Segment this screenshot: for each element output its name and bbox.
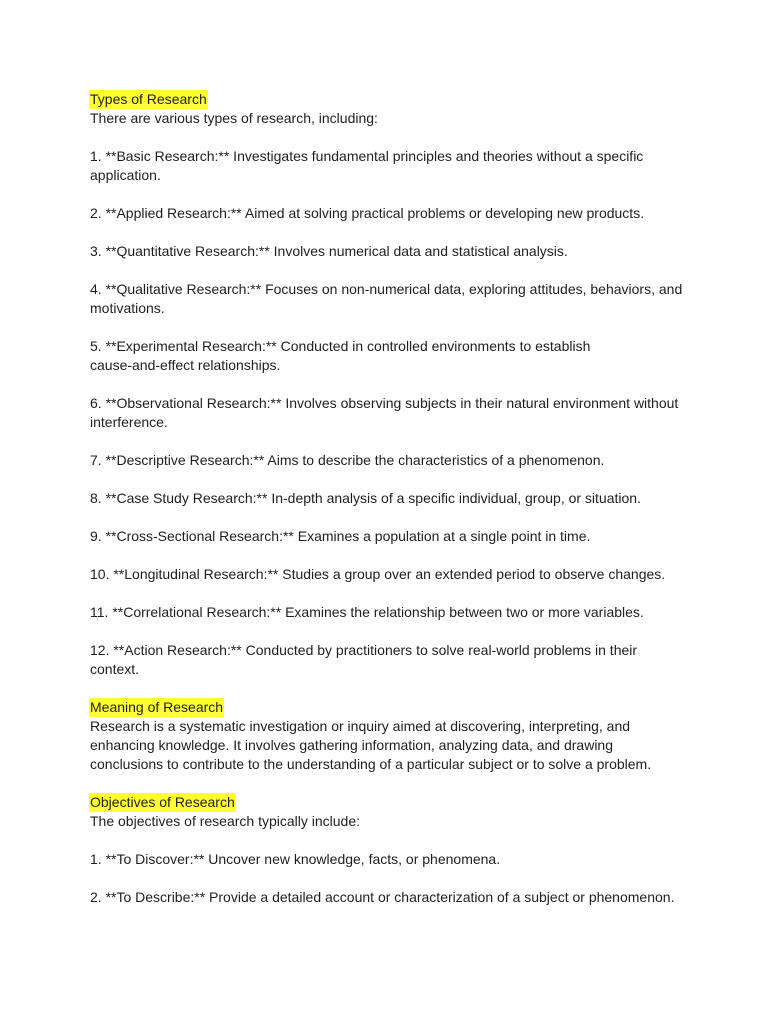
section-types-of-research (90, 90, 728, 679)
section-heading: Meaning of Research (90, 699, 224, 715)
list-item: 5. **Experimental Research:** Conducted in controlled environments to establish cause-and-effect relationships. (90, 338, 591, 373)
list-item: 7. **Descriptive Research:** Aims to describe the characteristics of a phenomenon. (90, 452, 605, 468)
section-meaning-of-research (90, 698, 728, 774)
list-item: 2. **Applied Research:** Aimed at solving practical problems or developing new products. (90, 205, 645, 221)
list-item: 6. **Observational Research:** Involves observing subjects in their natural environment without interference. (90, 395, 679, 430)
section-heading: Types of Research (90, 91, 207, 107)
list-item: 2. **To Describe:** Provide a detailed account or characterization of a subject or phenomenon. (90, 889, 675, 905)
section-intro: There are various types of research, including: (90, 110, 378, 126)
types-list (90, 147, 728, 679)
list-item: 12. **Action Research:** Conducted by practitioners to solve real-world problems in their context. (90, 642, 638, 677)
list-item: 4. **Qualitative Research:** Focuses on non-numerical data, exploring attitudes, behaviors, and motivations. (90, 281, 683, 316)
list-item: 11. **Correlational Research:** Examines the relationship between two or more variables. (90, 604, 644, 620)
list-item: 1. **To Discover:** Uncover new knowledge, facts, or phenomena. (90, 851, 501, 867)
list-item: 9. **Cross-Sectional Research:** Examines a population at a single point in time. (90, 528, 591, 544)
list-item: 8. **Case Study Research:** In-depth analysis of a specific individual, group, or situation. (90, 490, 641, 506)
list-item: 10. **Longitudinal Research:** Studies a group over an extended period to observe changes. (90, 566, 666, 582)
section-body: Research is a systematic investigation or inquiry aimed at discovering, interpreting, and enhancing knowledge. It involves gathering information, analyzing data, and drawing conclusions to contribute to the understanding of a particular subject or to solve a problem. (90, 718, 652, 772)
objectives-list (90, 850, 728, 907)
section-intro: The objectives of research typically include: (90, 813, 361, 829)
list-item: 1. **Basic Research:** Investigates fundamental principles and theories without a specific application. (90, 148, 644, 183)
section-heading: Objectives of Research (90, 794, 235, 810)
list-item: 3. **Quantitative Research:** Involves numerical data and statistical analysis. (90, 243, 568, 259)
section-objectives-of-research (90, 793, 728, 907)
